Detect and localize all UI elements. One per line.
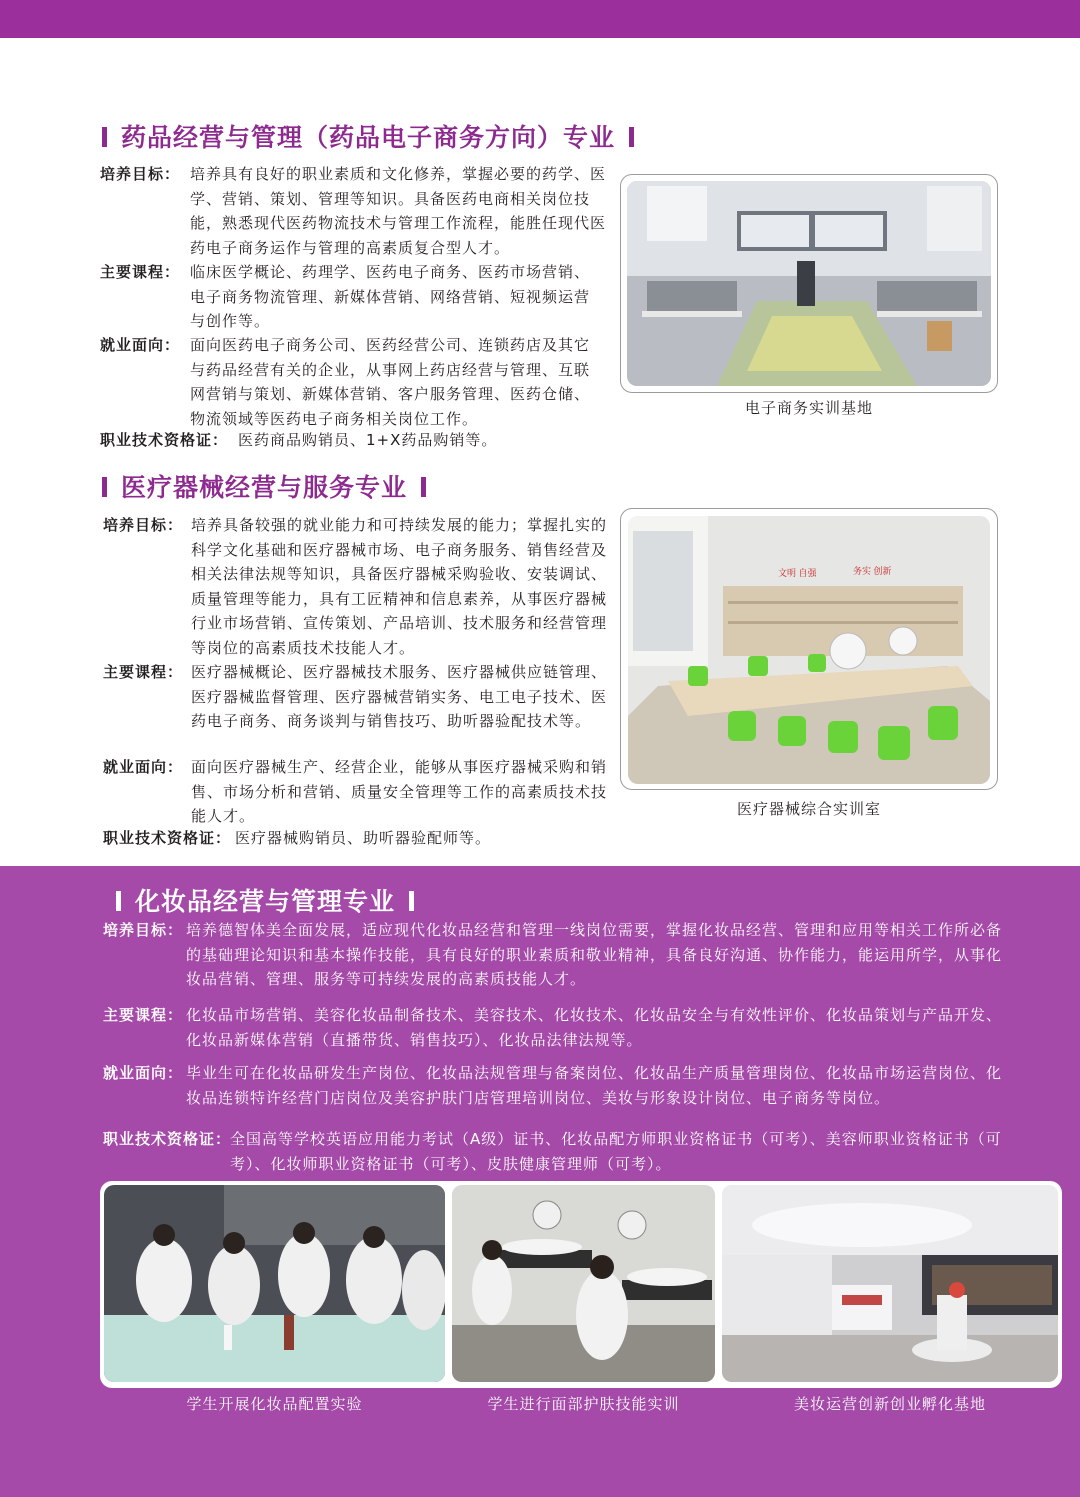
wall-slogan-1: 文明 自强 [778,568,817,578]
goal-label: 培养目标： [103,516,184,534]
jobs-label: 就业面向： [100,336,181,354]
goal-text: 培养具有良好的职业素质和文化修养，掌握必要的药学、医学、营销、策划、管理等知识。具备医药电商相关岗位技能，熟悉现代医药物流技术与管理工作流程，能胜任现代医药电子商务运作与管理的高素质复合型人才。 [190,165,607,257]
courses-text: 医疗器械概论、医疗器械技术服务、医疗器械供应链管理、医疗器械监督管理、医疗器械营销实务、电工电子技术、医药电子商务、商务谈判与销售技巧、助听器验配技术等。 [191,663,608,730]
jobs-label: 就业面向： [103,758,184,776]
jobs-text: 面向医疗器械生产、经营企业，能够从事医疗器械采购和销售、市场分析和营销、质量安全管理等工作的高素质技术技能人才。 [191,758,608,825]
cert-label: 职业技术资格证： [100,431,229,449]
courses-label: 主要课程： [103,663,184,681]
courses-text: 临床医学概论、药理学、医药电子商务、医药市场营销、电子商务物流管理、新媒体营销、网络营销、短视频运营与创作等。 [190,263,591,330]
cert-text: 医药商品购销员、1+X药品购销等。 [238,431,498,449]
goal-text: 培养德智体美全面发展，适应现代化妆品经营和管理一线岗位需要，掌握化妆品经营、管理和应用等相关工作所必备的基础理论知识和基本操作技能，具有良好的职业素质和敬业精神，具备良好沟通、协作能力，能运用所学，从事化妆品营销、管理、服务等可持续发展的高素质技能人才。 [186,921,1003,988]
section1-title: 药品经营与管理（药品电子商务方向）专业 [88,118,648,154]
courses-label: 主要课程： [103,1006,184,1024]
cert-text: 全国高等学校英语应用能力考试（A级）证书、化妆品配方师职业资格证书（可考）、美容师职业资格证书（可考）、化妆师职业资格证书（可考）、皮肤健康管理师（可考）。 [230,1130,1002,1173]
device-photo-caption: 医疗器械综合实训室 [736,800,881,818]
section3-title: 化妆品经营与管理专业 [102,882,428,918]
ecommerce-lab-photo [627,181,991,386]
cosmetics-caption-2: 学生进行面部护肤技能实训 [487,1395,680,1413]
goal-label: 培养目标： [100,165,181,183]
courses-label: 主要课程： [100,263,181,281]
device-photo-frame [620,508,998,790]
goal-text: 培养具备较强的就业能力和可持续发展的能力；掌握扎实的科学文化基础和医疗器械市场、电子商务服务、销售经营及相关法律法规等知识，具备医疗器械采购验收、安装调试、质量管理等能力，具有工匠精神和信息素养，从事医疗器械行业市场营销、宣传策划、产品培训、技术服务和经营管理等岗位的高素质技术技能人才。 [191,516,608,657]
cert-text: 医疗器械购销员、助听器验配师等。 [235,829,492,847]
device-lab-photo [628,516,990,784]
skincare-training-photo [452,1185,715,1382]
courses-text: 化妆品市场营销、美容化妆品制备技术、美容技术、化妆技术、化妆品安全与有效性评价、化妆品策划与产品开发、化妆品新媒体营销（直播带货、销售技巧）、化妆品法律法规等。 [186,1006,1003,1049]
title-bar-right [409,891,414,911]
cosmetics-lab-photo [104,1185,445,1382]
title-bar-left [116,891,121,911]
section2-title: 医疗器械经营与服务专业 [88,468,440,504]
cert-label: 职业技术资格证： [103,1130,232,1148]
title-bar-right [421,477,426,497]
cosmetics-photos-frame [100,1181,1062,1388]
title-bar-left [102,127,107,147]
wall-slogan-2: 务实 创新 [853,566,892,576]
jobs-text: 毕业生可在化妆品研发生产岗位、化妆品法规管理与备案岗位、化妆品生产质量管理岗位、化妆品市场运营岗位、化妆品连锁特许经营门店岗位及美容护肤门店管理培训岗位、美妆与形象设计岗位、电子商务等岗位。 [186,1064,1003,1107]
jobs-text: 面向医药电子商务公司、医药经营公司、连锁药店及其它与药品经营有关的企业，从事网上药店经营与管理、互联网营销与策划、新媒体营销、客户服务管理、医药仓储、物流领域等医药电子商务相关岗位工作。 [190,336,591,428]
ecommerce-photo-caption: 电子商务实训基地 [744,399,873,417]
title-bar-left [102,477,107,497]
jobs-label: 就业面向： [103,1064,184,1082]
cosmetics-caption-3: 美妆运营创新创业孵化基地 [793,1395,986,1413]
beauty-incubator-photo [722,1185,1058,1382]
top-band [0,0,1080,38]
goal-label: 培养目标： [103,921,184,939]
cert-label: 职业技术资格证： [103,829,232,847]
ecommerce-photo-frame [620,174,998,393]
cosmetics-caption-1: 学生开展化妆品配置实验 [186,1395,363,1413]
title-bar-right [629,127,634,147]
